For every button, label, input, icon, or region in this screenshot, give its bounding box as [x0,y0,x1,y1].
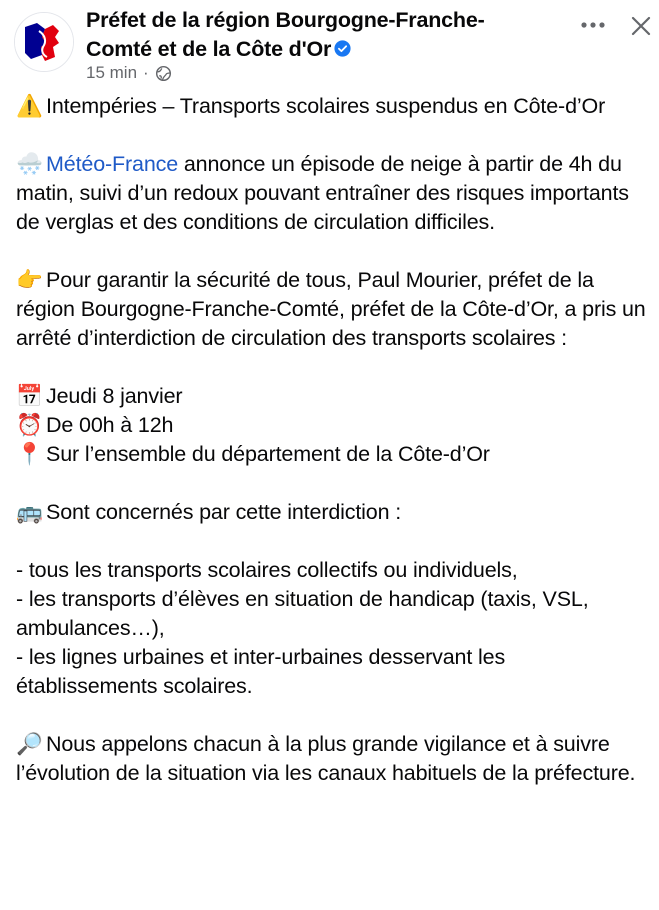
paragraph-gap [16,237,646,266]
close-icon [631,16,651,36]
detail-hours-text: De 00h à 12h [46,413,174,437]
decision-paragraph [16,266,646,353]
headline-text: Intempéries – Transports scolaires suspendus en Côte-d’Or [46,94,606,118]
meta-separator: · [143,63,149,82]
verified-badge-icon [334,40,351,57]
paragraph-gap [16,527,646,556]
list-item: - les lignes urbaines et inter-urbaines desservant les établissements scolaires. [16,645,506,698]
marianne-logo-icon [15,13,73,71]
closing-paragraph [16,730,646,788]
close-button[interactable] [627,12,655,40]
meteo-text: annonce un épisode de neige à partir de 4h du matin, suivi d’un redoux pouvant entraîner des risques importants de verglas et des conditions de circulation difficiles. [16,152,629,234]
concerned-paragraph [16,498,646,527]
paragraph-gap [16,469,646,498]
detail-date-text: Jeudi 8 janvier [46,384,183,408]
detail-date [16,382,646,411]
warning-icon: ⚠️ [16,94,43,118]
page-name-text[interactable]: Préfet de la région Bourgogne-Franche-Comté et de la Côte d'Or [86,8,485,61]
detail-hours [16,411,646,440]
snow-cloud-icon: 🌨️ [16,152,43,176]
paragraph-gap [16,121,646,150]
more-options-button[interactable] [578,12,608,38]
calendar-icon: 📅 [16,384,43,408]
decision-text: Pour garantir la sécurité de tous, Paul Mourier, préfet de la région Bourgogne-Franche-Comté, préfet de la Côte-d’Or, a pris un arrêté d’interdiction de circulation des transports scolaires : [16,268,646,350]
detail-location [16,440,646,469]
pointing-hand-icon: 👉 [16,268,43,292]
post-timestamp[interactable]: 15 min [86,63,138,82]
bus-icon: 🚌 [16,500,43,524]
headline-paragraph [16,92,646,121]
paragraph-gap [16,701,646,730]
closing-text: Nous appelons chacun à la plus grande vigilance et à suivre l’évolution de la situation via les canaux habituels de la préfecture. [16,732,636,785]
post-meta [86,63,172,83]
concerned-text: Sont concernés par cette interdiction : [46,500,402,524]
page-name[interactable] [86,6,546,64]
list-item: - les transports d’élèves en situation de handicap (taxis, VSL, ambulances…), [16,587,589,640]
globe-icon[interactable] [155,65,172,82]
meteo-paragraph [16,150,646,237]
meteo-france-link[interactable]: Météo-France [46,152,179,176]
paragraph-gap [16,353,646,382]
list-item: - tous les transports scolaires collectifs ou individuels, [16,558,518,582]
location-pin-icon: 📍 [16,442,43,466]
post-body [16,92,646,788]
more-options-icon [580,21,606,29]
detail-location-text: Sur l’ensemble du département de la Côte-d’Or [46,442,490,466]
post-header [0,0,659,90]
magnifier-icon: 🔎 [16,732,43,756]
page-avatar[interactable] [14,12,74,72]
alarm-clock-icon: ⏰ [16,413,43,437]
